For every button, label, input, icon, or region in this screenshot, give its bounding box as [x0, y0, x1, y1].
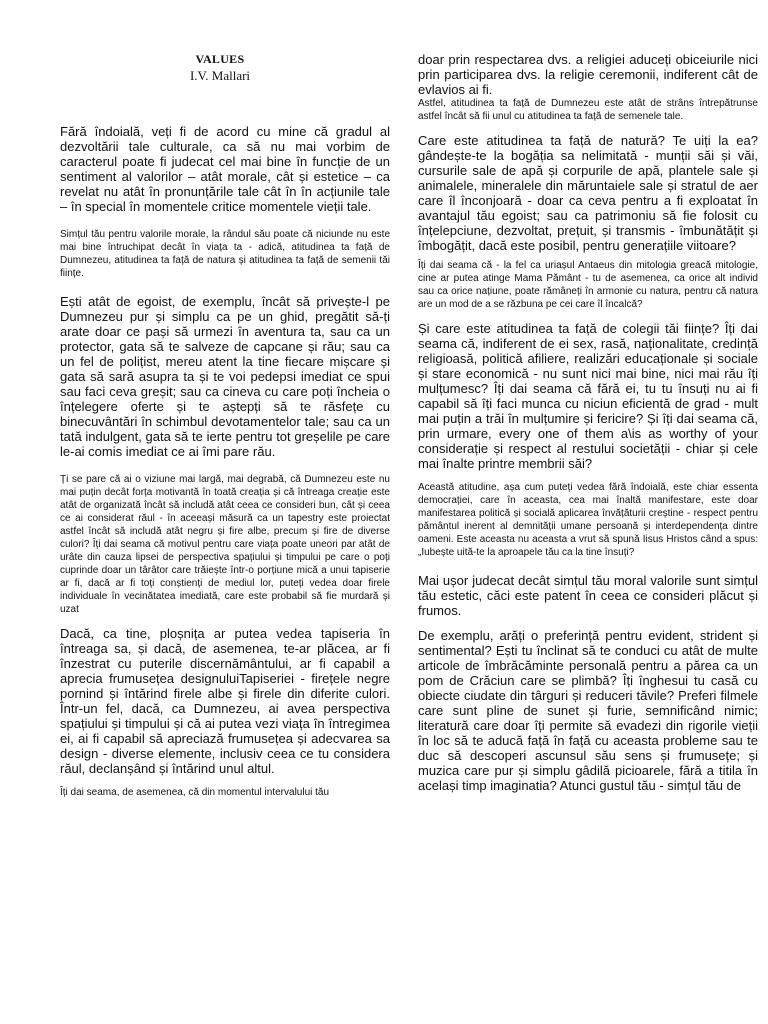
document-author: I.V. Mallari: [189, 68, 251, 83]
paragraph: Mai ușor judecat decât simțul tău moral valorile sunt simțul tău estetic, căci este patent în ceea ce consideri plăcut și frumos.: [418, 573, 758, 618]
document-title: VALUES: [195, 52, 245, 66]
paragraph: Ți se pare că ai o viziune mai largă, mai degrabă, că Dumnezeu este nu mai puțin decât forța motivantă în toată creația și că întreaga creație este atât de organizată încât să includă atât ceea ce consideri bun, cât și ceea ce ai considerat răul - în aceeași măsură ca un tapestry este proiectat astfel încât să includă atât negru și fire albe, precum și fire de diverse culori? Îți dai seama că motivul pentru care viața poate uneori par atât de urâte din cauza lipsei de perspectiva spațiului și timpului pe care o poți cuprinde doar un târâtor care trăiește într-o porțiune mică a unui tapiserie ar fi, dacă ar fi toți conștienți de mediul lor, puteți vedea doar firele individuale în vecinătatea imediată, care este probabil să fie murdară și uzat: [60, 474, 390, 615]
paragraph: Îți dai seama, de asemenea, că din momentul intervalului tău: [60, 787, 330, 798]
paragraph: Dacă, ca tine, ploșnița ar putea vedea tapiseria în întreaga sa, și dacă, de asemenea, te-ar plăcea, ar fi înzestrat cu puterile discernământului, ar fi capabil a aprecia frumusețea designuluiTapiseriei - firețele negre pornind și întărind firele albe și firele din diferite culori. Într-un fel, dacă, ca Dumnezeu, ai avea perspectiva spațiului și timpului și că ai putea vezi viața în întregimea ei, ai fi capabil să apreciază frumusețea și adecvarea sa design - diverse elemente, inclusiv ceea ce tu considera răul, declanșând și întărind unul altul.: [60, 626, 390, 776]
left-column: [60, 52, 390, 799]
paragraph: Fără îndoială, veți fi de acord cu mine că gradul al dezvoltării tale culturale, ca să nu mai vorbim de caracterul poate fi judecat cel mai bine în funcție de un sentiment al valorilor – atât morale, cât și estetice – ca revelat nu atât în pronunțările tale cât în în acțiunile tale – în special în momentele critice momentele vieții tale.: [60, 124, 390, 214]
paragraph: doar prin respectarea dvs. a religiei aduceți obiceiurile nici prin participarea dvs. la religie ceremonii, indiferent cât de evlavios ai fi.: [418, 52, 758, 97]
paragraph: Această atitudine, așa cum puteți vedea fără îndoială, este chiar essenta democrației, care în aceasta, cea mai înaltă manifestare, este doar manifestarea politică și socială aplicarea învățăturii creștine - respect pentru pământul inerent al demnității umane persoană și interdependența dintre oameni. Este aceasta nu aceasta a vrut să spună Iisus Hristos când a spus: „Iubește uită-te la aproapele tău ca la tine însuți?: [418, 482, 758, 558]
paragraph: Astfel, atitudinea ta față de Dumnezeu este atât de strâns întrepătrunse astfel încât să fii unul cu atitudinea ta față de semenele tale.: [418, 98, 758, 122]
paragraph: De exemplu, arăți o preferință pentru evident, strident și sentimental? Ești tu înclinat să te conduci cu atât de multe articole de îmbrăcăminte personală pentru a părea ca un pom de Crăciun care se plimbă? Îți înghesui tu casă cu obiecte ciudate din târguri și reduceri tăvile? Preferi filmele care sunt pline de sunet și furie, semnificând nimic; literatură care doar îți permite să evadezi din rigorile vieții în loc să te aducă față în față cu aceasta probleme sau te duc să descoperi ascunsul său sens și frumusețe; și muzica care pur și simplu gâdilă picioarele, fără a titila în același timp imaginatia? Atunci gustul tău - simțul tău de: [418, 628, 758, 793]
document-header: [60, 52, 390, 84]
paragraph: Simțul tău pentru valorile morale, la rândul său poate că niciunde nu este mai bine întruchipat decât în viața ta - adică, atitudinea ta față de Dumnezeu, atitudinea ta față de natura și atitudinea ta față de semenii tăi ființe.: [60, 229, 390, 279]
paragraph: Îți dai seama că - la fel ca uriașul Antaeus din mitologia greacă mitologie, cine ar putea atinge Mama Pământ - tu de asemenea, ca orice alt individ sau ca orice națiune, poate rămâneți în armonie cu natura, pentru că natura are un mod de a se răzbuna pe cei care îl încalcă?: [418, 260, 758, 310]
right-column: [418, 52, 758, 793]
paragraph: Și care este atitudinea ta față de colegii tăi ființe? Îți dai seama că, indiferent de ei sex, rasă, naționalitate, credință religioasă, politică afiliere, realizări educaționale și sociale și stare economică - nu sunt nici mai bine, nici mai rău îți mulțumesc? Îți dai seama că fără ei, tu tu însuți nu ai fi capabil să îți faci munca cu niciun eficientă de grad - mult mai puțin a trăi în mulțumire și fericire? Și îți dai seama că, prin urmare, every one of them a\is as worthy of your considerație și respect al restului societății - chiar și cele mai înalte printre membrii săi?: [418, 321, 758, 471]
paragraph: Care este atitudinea ta față de natură? Te uiți la ea? gândește-te la bogăția sa nelimitată - munții săi și văi, cursurile sale de apă și corpurile de apă, plantele sale și animalele, mineralele din măruntaiele sale și stratul de aer care îl înconjoară - doar ca ceva pentru a fi exploatat în avantajul tău egoist; sau ca patrimoniu să fie folosit cu înțelepciune, dezvoltat, prețuit, și transmis - îmbunătățit și îmbogățit, dacă este posibil, pentru generațiile viitoare?: [418, 133, 758, 253]
paragraph: Ești atât de egoist, de exemplu, încât să privește-l pe Dumnezeu pur și simplu ca pe un ghid, pregătit să-ți arate doar ce pași să urmezi în aventura ta, sau ca un protector, gata să te salveze de capcane și rău; sau ca un fel de polițist, mereu atent la tine fiecare mișcare și gata să sară asupra ta și te voi pedepsi imediat ce spui sau faci ceva greșit; sau ca cineva cu care poți încheia o înțelegere oferte și te aștepți să te răsfețe cu binecuvântări în schimbul devotamentelor tale; sau ca un tată indulgent, gata să te ierte pentru tot greșelile pe care le-ai comis imediat ce ai îmi pare rău.: [60, 294, 390, 459]
